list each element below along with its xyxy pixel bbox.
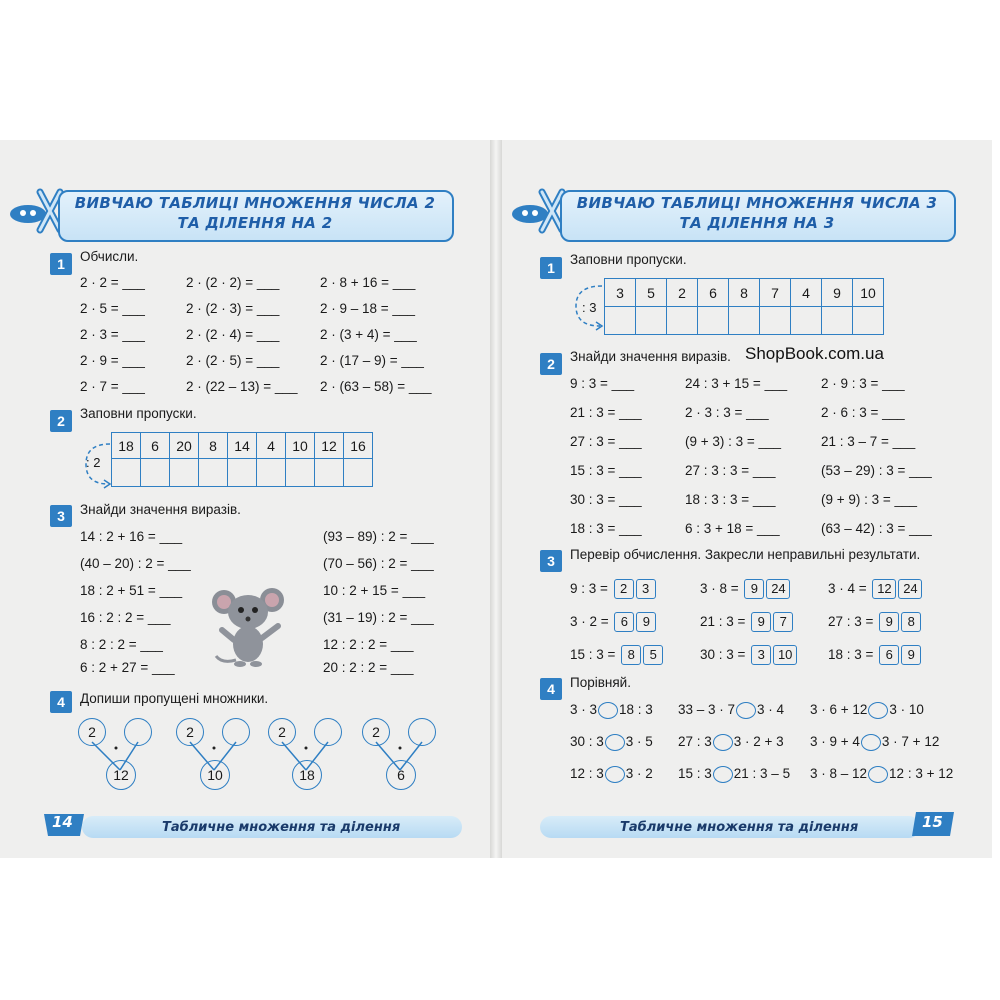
mouse-illustration bbox=[212, 582, 288, 672]
result-option[interactable]: 8 bbox=[901, 612, 921, 632]
result-option[interactable]: 24 bbox=[898, 579, 922, 599]
result-option[interactable]: 5 bbox=[643, 645, 663, 665]
task-title: Обчисли. bbox=[80, 249, 139, 264]
task-title: Порівняй. bbox=[570, 675, 631, 690]
factor-tree bbox=[356, 712, 436, 792]
table-cell: 9 bbox=[822, 279, 853, 307]
compare-right: 3 · 7 + 12 bbox=[881, 734, 940, 750]
answer-cell[interactable] bbox=[228, 459, 257, 487]
product-circle: 12 bbox=[106, 760, 136, 790]
compare-right: 12 : 3 + 12 bbox=[889, 766, 954, 782]
answer-cell[interactable] bbox=[760, 307, 791, 335]
expression: 2 · 9 – 18 = ___ bbox=[320, 301, 415, 316]
expression: (9 + 9) : 3 = ___ bbox=[821, 492, 918, 507]
missing-factor-circle[interactable] bbox=[124, 718, 152, 746]
table-cell: 6 bbox=[141, 433, 170, 459]
task-number-badge: 1 bbox=[540, 257, 562, 279]
footer-text: Табличне множення та ділення bbox=[620, 820, 859, 835]
check-item bbox=[828, 612, 921, 632]
task-number-badge: 4 bbox=[540, 678, 562, 700]
result-option[interactable]: 24 bbox=[766, 579, 790, 599]
result-option[interactable]: 9 bbox=[751, 612, 771, 632]
table-cell: 8 bbox=[729, 279, 760, 307]
answer-cell[interactable] bbox=[822, 307, 853, 335]
check-expression: 9 : 3 = bbox=[570, 581, 608, 596]
result-option[interactable]: 12 bbox=[872, 579, 896, 599]
expression: 2 · 3 = ___ bbox=[80, 327, 145, 342]
factor-tree bbox=[170, 712, 250, 792]
expression: (63 – 42) : 3 = ___ bbox=[821, 521, 932, 536]
result-option[interactable]: 9 bbox=[744, 579, 764, 599]
task-number-badge: 3 bbox=[50, 505, 72, 527]
compare-sign-circle[interactable] bbox=[605, 734, 625, 751]
table-cell: 10 bbox=[286, 433, 315, 459]
factor-tree bbox=[72, 712, 152, 792]
table-cell: 20 bbox=[170, 433, 199, 459]
product-circle: 18 bbox=[292, 760, 322, 790]
compare-right: 3 · 10 bbox=[889, 702, 924, 718]
check-expression: 30 : 3 = bbox=[700, 647, 746, 662]
expression: 2 · 9 = ___ bbox=[80, 353, 145, 368]
compare-item bbox=[570, 766, 653, 783]
compare-left: 33 – 3 · 7 bbox=[678, 702, 736, 718]
known-factor: 2 bbox=[78, 718, 106, 746]
check-expression: 21 : 3 = bbox=[700, 614, 746, 629]
check-item bbox=[700, 645, 797, 665]
expression: 30 : 3 = ___ bbox=[570, 492, 642, 507]
table-cell: 14 bbox=[228, 433, 257, 459]
expression: 2 · 2 = ___ bbox=[80, 275, 145, 290]
page-title bbox=[562, 193, 952, 233]
answer-cell[interactable] bbox=[605, 307, 636, 335]
table-cell: 8 bbox=[199, 433, 228, 459]
missing-factor-circle[interactable] bbox=[408, 718, 436, 746]
fill-in-table bbox=[111, 432, 373, 487]
result-option[interactable]: 9 bbox=[901, 645, 921, 665]
check-expression: 15 : 3 = bbox=[570, 647, 616, 662]
compare-item bbox=[570, 734, 653, 751]
check-item bbox=[700, 612, 793, 632]
answer-cell[interactable] bbox=[667, 307, 698, 335]
compare-sign-circle[interactable] bbox=[605, 766, 625, 783]
expression: (40 – 20) : 2 = ___ bbox=[80, 556, 191, 571]
answer-cell[interactable] bbox=[199, 459, 228, 487]
expression: 15 : 3 = ___ bbox=[570, 463, 642, 478]
expression: 2 · 8 + 16 = ___ bbox=[320, 275, 416, 290]
result-option[interactable]: 2 bbox=[614, 579, 634, 599]
expression: 2 · 7 = ___ bbox=[80, 379, 145, 394]
check-expression: 3 · 4 = bbox=[828, 581, 867, 596]
answer-cell[interactable] bbox=[729, 307, 760, 335]
result-option[interactable]: 10 bbox=[773, 645, 797, 665]
product-circle: 10 bbox=[200, 760, 230, 790]
compare-sign-circle[interactable] bbox=[868, 702, 888, 719]
compare-left: 30 : 3 bbox=[570, 734, 604, 750]
expression: 6 : 2 + 27 = ___ bbox=[80, 660, 175, 675]
answer-cell[interactable] bbox=[791, 307, 822, 335]
expression: 12 : 2 : 2 = ___ bbox=[323, 637, 414, 652]
compare-item bbox=[678, 702, 784, 719]
answer-cell[interactable] bbox=[170, 459, 199, 487]
check-expression: 27 : 3 = bbox=[828, 614, 874, 629]
table-cell: 4 bbox=[791, 279, 822, 307]
expression: 2 · 6 : 3 = ___ bbox=[821, 405, 905, 420]
task-number-badge: 2 bbox=[50, 410, 72, 432]
expression: 21 : 3 – 7 = ___ bbox=[821, 434, 916, 449]
table-cell: 12 bbox=[315, 433, 344, 459]
compare-right: 3 · 2 bbox=[625, 766, 653, 782]
division-operator: : 2 bbox=[86, 455, 101, 470]
task-number-badge: 1 bbox=[50, 253, 72, 275]
expression: 6 : 3 + 18 = ___ bbox=[685, 521, 780, 536]
answer-cell[interactable] bbox=[853, 307, 884, 335]
fill-in-table bbox=[604, 278, 884, 335]
title-line-2: ТА ДІЛЕННЯ НА 3 bbox=[679, 214, 835, 232]
expression: 18 : 2 + 51 = ___ bbox=[80, 583, 183, 598]
compare-item bbox=[810, 702, 924, 719]
answer-cell[interactable] bbox=[257, 459, 286, 487]
expression: 8 : 2 : 2 = ___ bbox=[80, 637, 163, 652]
missing-factor-circle[interactable] bbox=[314, 718, 342, 746]
factor-tree bbox=[262, 712, 342, 792]
task-number-badge: 3 bbox=[540, 550, 562, 572]
compare-sign-circle[interactable] bbox=[713, 734, 733, 751]
table-cell: 7 bbox=[760, 279, 791, 307]
compare-left: 12 : 3 bbox=[570, 766, 604, 782]
expression: (93 – 89) : 2 = ___ bbox=[323, 529, 434, 544]
check-expression: 3 · 2 = bbox=[570, 614, 609, 629]
compare-right: 3 · 5 bbox=[625, 734, 653, 750]
table-cell: 10 bbox=[853, 279, 884, 307]
expression: 9 : 3 = ___ bbox=[570, 376, 635, 391]
task-title: Заповни пропуски. bbox=[570, 252, 687, 267]
title-line-1: ВИВЧАЮ ТАБЛИЦІ МНОЖЕННЯ ЧИСЛА 2 bbox=[74, 194, 436, 212]
expression: 27 : 3 : 3 = ___ bbox=[685, 463, 776, 478]
table-cell: 3 bbox=[605, 279, 636, 307]
table-cell: 18 bbox=[112, 433, 141, 459]
table-cell: 16 bbox=[344, 433, 373, 459]
compare-item bbox=[810, 766, 953, 783]
missing-factor-circle[interactable] bbox=[222, 718, 250, 746]
expression: 2 · (2 · 2) = ___ bbox=[186, 275, 280, 290]
expression: 14 : 2 + 16 = ___ bbox=[80, 529, 183, 544]
expression: 16 : 2 : 2 = ___ bbox=[80, 610, 171, 625]
compare-right: 3 · 2 + 3 bbox=[733, 734, 784, 750]
check-item bbox=[700, 579, 790, 599]
check-item bbox=[570, 645, 663, 665]
result-option[interactable]: 9 bbox=[879, 612, 899, 632]
title-line-1: ВИВЧАЮ ТАБЛИЦІ МНОЖЕННЯ ЧИСЛА 3 bbox=[576, 194, 938, 212]
expression: 18 : 3 : 3 = ___ bbox=[685, 492, 776, 507]
answer-cell[interactable] bbox=[315, 459, 344, 487]
compare-right: 18 : 3 bbox=[619, 702, 653, 718]
compare-right: 21 : 3 – 5 bbox=[733, 766, 791, 782]
compare-left: 27 : 3 bbox=[678, 734, 712, 750]
compare-sign-circle[interactable] bbox=[713, 766, 733, 783]
page-number: 15 bbox=[922, 813, 943, 831]
compare-left: 15 : 3 bbox=[678, 766, 712, 782]
result-option[interactable]: 9 bbox=[636, 612, 656, 632]
result-option[interactable]: 6 bbox=[614, 612, 634, 632]
division-operator: : 3 bbox=[582, 300, 597, 315]
multiplication-x-logo bbox=[6, 188, 64, 234]
task-title: Заповни пропуски. bbox=[80, 406, 197, 421]
table-cell: 5 bbox=[636, 279, 667, 307]
task-title: Перевір обчислення. Закресли неправильні результати. bbox=[570, 547, 921, 562]
page-title bbox=[60, 193, 450, 233]
check-item bbox=[828, 579, 922, 599]
compare-item bbox=[678, 766, 790, 783]
compare-item bbox=[810, 734, 939, 751]
expression: 21 : 3 = ___ bbox=[570, 405, 642, 420]
answer-cell[interactable] bbox=[344, 459, 373, 487]
expression: (53 – 29) : 3 = ___ bbox=[821, 463, 932, 478]
expression: 24 : 3 + 15 = ___ bbox=[685, 376, 788, 391]
expression: (31 – 19) : 2 = ___ bbox=[323, 610, 434, 625]
check-item bbox=[570, 612, 656, 632]
task-number-badge: 2 bbox=[540, 353, 562, 375]
expression: 2 · (63 – 58) = ___ bbox=[320, 379, 432, 394]
compare-sign-circle[interactable] bbox=[598, 702, 618, 719]
compare-item bbox=[570, 702, 653, 719]
table-cell: 4 bbox=[257, 433, 286, 459]
task-title: Знайди значення виразів. bbox=[80, 502, 241, 517]
check-item bbox=[570, 579, 656, 599]
task-title: Знайди значення виразів. bbox=[570, 349, 731, 364]
check-expression: 18 : 3 = bbox=[828, 647, 874, 662]
expression: 2 · (2 · 4) = ___ bbox=[186, 327, 280, 342]
shop-watermark: ShopBook.com.ua bbox=[745, 344, 884, 363]
expression: 2 · 5 = ___ bbox=[80, 301, 145, 316]
check-item bbox=[828, 645, 921, 665]
expression: 2 · 9 : 3 = ___ bbox=[821, 376, 905, 391]
expression: 27 : 3 = ___ bbox=[570, 434, 642, 449]
compare-sign-circle[interactable] bbox=[736, 702, 756, 719]
compare-left: 3 · 8 – 12 bbox=[810, 766, 868, 782]
known-factor: 2 bbox=[362, 718, 390, 746]
result-option[interactable]: 3 bbox=[636, 579, 656, 599]
table-cell: 2 bbox=[667, 279, 698, 307]
expression: 2 · 3 : 3 = ___ bbox=[685, 405, 769, 420]
answer-cell[interactable] bbox=[636, 307, 667, 335]
page-number: 14 bbox=[52, 813, 73, 831]
book-gutter bbox=[490, 140, 502, 858]
expression: 10 : 2 + 15 = ___ bbox=[323, 583, 426, 598]
answer-cell[interactable] bbox=[286, 459, 315, 487]
expression: 2 · (17 – 9) = ___ bbox=[320, 353, 424, 368]
compare-item bbox=[678, 734, 784, 751]
product-circle: 6 bbox=[386, 760, 416, 790]
table-cell: 6 bbox=[698, 279, 729, 307]
compare-sign-circle[interactable] bbox=[861, 734, 881, 751]
compare-right: 3 · 4 bbox=[757, 702, 785, 718]
expression: 2 · (22 – 13) = ___ bbox=[186, 379, 298, 394]
result-option[interactable]: 3 bbox=[751, 645, 771, 665]
title-line-2: ТА ДІЛЕННЯ НА 2 bbox=[177, 214, 333, 232]
expression: (9 + 3) : 3 = ___ bbox=[685, 434, 782, 449]
multiplication-x-logo bbox=[508, 188, 566, 234]
compare-sign-circle[interactable] bbox=[868, 766, 888, 783]
expression: 2 · (3 + 4) = ___ bbox=[320, 327, 417, 342]
result-option[interactable]: 7 bbox=[773, 612, 793, 632]
check-expression: 3 · 8 = bbox=[700, 581, 739, 596]
task-title: Допиши пропущені множники. bbox=[80, 691, 269, 706]
answer-cell[interactable] bbox=[698, 307, 729, 335]
expression: (70 – 56) : 2 = ___ bbox=[323, 556, 434, 571]
expression: 2 · (2 · 3) = ___ bbox=[186, 301, 280, 316]
expression: 18 : 3 = ___ bbox=[570, 521, 642, 536]
compare-left: 3 · 3 bbox=[570, 702, 598, 718]
result-option[interactable]: 6 bbox=[879, 645, 899, 665]
answer-cell[interactable] bbox=[141, 459, 170, 487]
answer-cell[interactable] bbox=[112, 459, 141, 487]
task-number-badge: 4 bbox=[50, 691, 72, 713]
compare-left: 3 · 6 + 12 bbox=[810, 702, 868, 718]
known-factor: 2 bbox=[176, 718, 204, 746]
expression: 20 : 2 : 2 = ___ bbox=[323, 660, 414, 675]
known-factor: 2 bbox=[268, 718, 296, 746]
expression: 2 · (2 · 5) = ___ bbox=[186, 353, 280, 368]
compare-left: 3 · 9 + 4 bbox=[810, 734, 860, 750]
footer-text: Табличне множення та ділення bbox=[162, 820, 401, 835]
result-option[interactable]: 8 bbox=[621, 645, 641, 665]
